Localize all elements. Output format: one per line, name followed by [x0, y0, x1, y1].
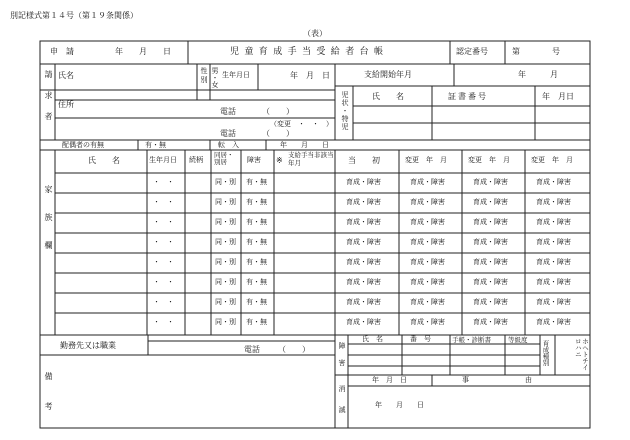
family-cell-status-initial: 育成・障害	[346, 278, 381, 286]
family-col-initial: 当 初	[348, 156, 380, 165]
family-col-disability: 障害	[247, 156, 261, 164]
employer-phone-paren: （ ）	[278, 345, 310, 354]
form-header-note: 別記様式第１４号（第１９条関係）	[10, 11, 138, 20]
family-cell-disability: 有・無	[246, 278, 267, 286]
family-cell-status-change3: 育成・障害	[536, 258, 571, 266]
family-cell-status-change2: 育成・障害	[473, 278, 508, 286]
family-cell-status-change2: 育成・障害	[473, 258, 508, 266]
gender-label: 性別	[200, 67, 208, 85]
removal-ymd-header: 年 月 日	[372, 376, 407, 384]
family-cell-disability: 有・無	[246, 178, 267, 186]
disability-side-label: 障害	[338, 342, 346, 376]
birth-label: 生年月日	[222, 71, 250, 79]
family-cell-cohabit: 同・別	[215, 198, 236, 206]
cert-ym-col: 年 月日	[542, 92, 574, 101]
family-cell-status-change2: 育成・障害	[473, 198, 508, 206]
family-cell-status-change1: 育成・障害	[410, 198, 445, 206]
family-col-change1: 変更 年 月	[405, 156, 447, 164]
family-cell-birth: ・ ・	[153, 218, 174, 226]
family-cell-disability: 有・無	[246, 218, 267, 226]
cert-number-label: 認定番号	[456, 47, 488, 56]
name-label: 氏名	[58, 71, 74, 80]
family-col-name: 氏 名	[88, 156, 120, 165]
family-cell-birth: ・ ・	[153, 298, 174, 306]
family-col-target: 支給手当非該当年月	[288, 151, 334, 167]
payment-start-label: 支給開始年月	[364, 70, 412, 79]
disability-codes: ホヘトチイロハニ	[573, 338, 589, 371]
family-cell-status-change3: 育成・障害	[536, 318, 571, 326]
family-cell-birth: ・ ・	[153, 178, 174, 186]
move-in-date: 年 月 日	[280, 141, 329, 149]
family-cell-status-change3: 育成・障害	[536, 178, 571, 186]
family-cell-status-change2: 育成・障害	[473, 298, 508, 306]
removal-reason-label: 事 由	[462, 376, 532, 384]
spouse-label: 配偶者の有無	[62, 141, 104, 149]
application-label: 申 請	[50, 47, 74, 56]
family-cell-cohabit: 同・別	[215, 218, 236, 226]
application-date: 年 月 日	[115, 47, 171, 56]
family-col-mark: ※	[276, 156, 283, 165]
family-cell-status-change1: 育成・障害	[410, 238, 445, 246]
family-cell-status-initial: 育成・障害	[346, 198, 381, 206]
family-cell-status-change2: 育成・障害	[473, 178, 508, 186]
phone-paren-1: （ ）	[262, 107, 294, 116]
removal-date: 年 月 日	[375, 401, 424, 409]
family-cell-birth: ・ ・	[153, 238, 174, 246]
outer-border	[40, 41, 590, 428]
family-cell-status-initial: 育成・障害	[346, 178, 381, 186]
family-cell-disability: 有・無	[246, 238, 267, 246]
applicant-side-label: 請求者	[44, 70, 53, 133]
family-cell-status-change3: 育成・障害	[536, 218, 571, 226]
family-cell-cohabit: 同・別	[215, 238, 236, 246]
disability-col-grade: 等級度	[508, 336, 528, 344]
family-col-birth: 生年月日	[149, 156, 177, 164]
family-side-label: 家族欄	[44, 185, 53, 269]
gender-values: 男・女	[211, 67, 219, 88]
disability-col-notebook: 手帳・診断書	[452, 336, 491, 344]
family-cell-status-initial: 育成・障害	[346, 258, 381, 266]
removal-side-label: 消滅	[338, 385, 346, 427]
family-cell-cohabit: 同・別	[215, 258, 236, 266]
family-cell-status-change1: 育成・障害	[410, 178, 445, 186]
family-cell-birth: ・ ・	[153, 318, 174, 326]
employer-phone-label: 電話	[244, 345, 260, 354]
family-cell-status-change1: 育成・障害	[410, 258, 445, 266]
family-cell-status-initial: 育成・障害	[346, 318, 381, 326]
family-col-change2: 変更 年 月	[468, 156, 510, 164]
change-label: （変更 ・ ・ ）	[270, 120, 333, 128]
family-cell-status-change2: 育成・障害	[473, 318, 508, 326]
form-side-label: （表）	[303, 29, 327, 38]
family-col-cohabit: 同居・別居	[214, 151, 234, 167]
family-cell-disability: 有・無	[246, 318, 267, 326]
employer-label: 勤務先又は職業	[60, 341, 116, 350]
family-cell-birth: ・ ・	[153, 258, 174, 266]
family-cell-status-change1: 育成・障害	[410, 298, 445, 306]
family-cell-status-initial: 育成・障害	[346, 218, 381, 226]
family-cell-status-change3: 育成・障害	[536, 298, 571, 306]
birth-date: 年 月 日	[290, 71, 330, 80]
disability-col-name: 氏 名	[362, 335, 383, 343]
disability-col-type: 育成種別	[541, 340, 550, 366]
family-cell-status-change2: 育成・障害	[473, 218, 508, 226]
family-cell-status-change2: 育成・障害	[473, 238, 508, 246]
family-cell-status-change1: 育成・障害	[410, 318, 445, 326]
family-cell-status-initial: 育成・障害	[346, 238, 381, 246]
cert-name-col: 氏 名	[372, 92, 404, 101]
remarks-side-label: 備考	[44, 372, 53, 432]
payment-start-date: 年 月	[518, 70, 558, 79]
family-col-change3: 変更 年 月	[531, 156, 573, 164]
family-cell-disability: 有・無	[246, 198, 267, 206]
form-title: 児童育成手当受給者台帳	[230, 47, 389, 57]
family-cell-birth: ・ ・	[153, 198, 174, 206]
family-cell-birth: ・ ・	[153, 278, 174, 286]
family-col-relation: 続柄	[189, 156, 203, 164]
move-in-label: 転 入	[218, 141, 239, 149]
family-cell-disability: 有・無	[246, 298, 267, 306]
disability-col-number: 番 号	[410, 335, 431, 343]
family-cell-cohabit: 同・別	[215, 298, 236, 306]
phone-label-2: 電話	[220, 129, 236, 138]
family-cell-status-change1: 育成・障害	[410, 218, 445, 226]
cert-number-value: 第 号	[512, 47, 560, 56]
family-cell-cohabit: 同・別	[215, 278, 236, 286]
phone-label-1: 電話	[220, 107, 236, 116]
family-cell-status-change3: 育成・障害	[536, 238, 571, 246]
cert-number-col: 証書番号	[448, 92, 488, 101]
address-label: 住所	[58, 100, 74, 109]
family-cell-status-initial: 育成・障害	[346, 298, 381, 306]
family-cell-cohabit: 同・別	[215, 318, 236, 326]
family-cell-status-change3: 育成・障害	[536, 198, 571, 206]
family-cell-cohabit: 同・別	[215, 178, 236, 186]
family-cell-status-change3: 育成・障害	[536, 278, 571, 286]
spouse-values: 有・無	[145, 141, 166, 149]
parentage-side-label: 児状・特児	[341, 91, 349, 131]
family-cell-disability: 有・無	[246, 258, 267, 266]
family-cell-status-change1: 育成・障害	[410, 278, 445, 286]
phone-paren-2: （ ）	[262, 129, 294, 138]
